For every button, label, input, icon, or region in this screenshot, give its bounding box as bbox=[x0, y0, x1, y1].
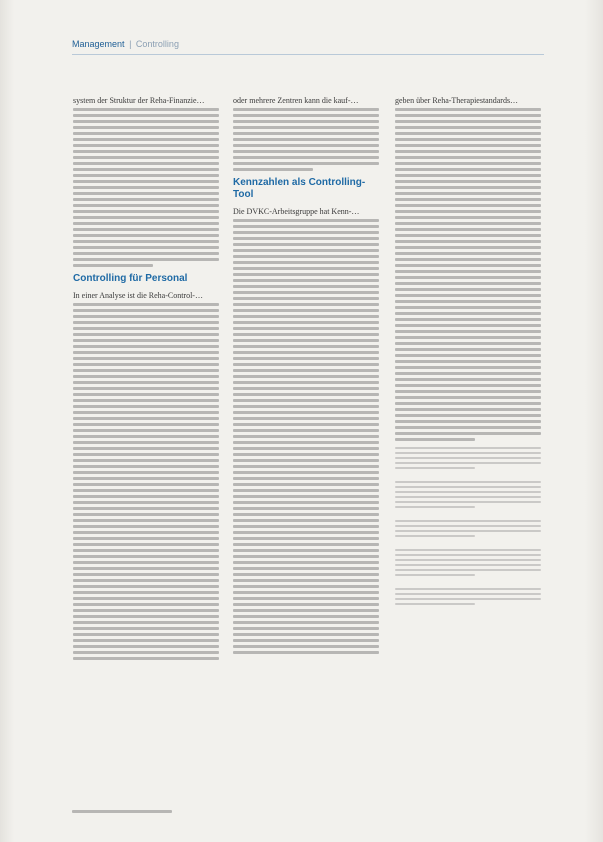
text-line bbox=[233, 537, 379, 540]
text-line bbox=[395, 603, 475, 605]
text-line bbox=[73, 132, 219, 135]
text-line bbox=[73, 483, 219, 486]
text-line bbox=[233, 423, 379, 426]
text-line bbox=[395, 491, 541, 493]
text-line bbox=[395, 496, 541, 498]
text-line bbox=[395, 559, 541, 561]
text-line bbox=[73, 519, 219, 522]
text-line bbox=[233, 447, 379, 450]
text-line bbox=[73, 537, 219, 540]
text-line bbox=[73, 507, 219, 510]
text-line bbox=[233, 303, 379, 306]
text-line bbox=[395, 348, 541, 351]
text-line bbox=[395, 168, 541, 171]
text-line bbox=[233, 273, 379, 276]
text-line bbox=[395, 554, 541, 556]
paragraph-body bbox=[73, 108, 219, 267]
header-subsection: Controlling bbox=[135, 39, 179, 49]
author-info-lines bbox=[395, 588, 541, 605]
paragraph-body bbox=[233, 219, 379, 654]
text-line bbox=[233, 405, 379, 408]
text-line bbox=[233, 561, 379, 564]
text-line bbox=[73, 186, 219, 189]
text-line bbox=[73, 204, 219, 207]
text-line bbox=[395, 174, 541, 177]
text-line bbox=[73, 429, 219, 432]
text-line bbox=[73, 345, 219, 348]
text-line bbox=[73, 489, 219, 492]
text-line bbox=[73, 144, 219, 147]
text-line bbox=[395, 354, 541, 357]
text-line bbox=[233, 519, 379, 522]
text-line bbox=[73, 453, 219, 456]
text-line bbox=[73, 639, 219, 642]
text-line bbox=[233, 507, 379, 510]
text-line bbox=[395, 240, 541, 243]
header-section: Management bbox=[72, 39, 125, 49]
text-line bbox=[233, 261, 379, 264]
text-line bbox=[233, 633, 379, 636]
text-line bbox=[395, 198, 541, 201]
section-subheading: Controlling für Personal bbox=[73, 273, 188, 284]
text-line bbox=[73, 387, 219, 390]
text-line bbox=[233, 285, 379, 288]
text-line bbox=[73, 657, 219, 660]
text-line bbox=[395, 306, 541, 309]
text-line bbox=[233, 267, 379, 270]
header-rule bbox=[72, 54, 544, 55]
text-line bbox=[73, 363, 219, 366]
text-line bbox=[233, 168, 313, 171]
text-line bbox=[395, 162, 541, 165]
text-line bbox=[73, 405, 219, 408]
paragraph-first-line: In einer Analyse ist die Reha-Control-… bbox=[73, 291, 203, 300]
text-line bbox=[233, 279, 379, 282]
text-line bbox=[73, 162, 219, 165]
text-line bbox=[233, 411, 379, 414]
text-line bbox=[233, 483, 379, 486]
text-line bbox=[395, 598, 541, 600]
text-line bbox=[73, 138, 219, 141]
author-info-block bbox=[395, 447, 541, 605]
text-line bbox=[233, 162, 379, 165]
text-line bbox=[73, 621, 219, 624]
text-line bbox=[395, 457, 541, 459]
text-line bbox=[395, 336, 541, 339]
text-line bbox=[73, 303, 219, 306]
text-line bbox=[395, 126, 541, 129]
paragraph-first-line: system der Struktur der Reha-Finanzie… bbox=[73, 96, 205, 105]
text-line bbox=[73, 543, 219, 546]
text-line bbox=[73, 180, 219, 183]
text-line bbox=[73, 240, 219, 243]
column-3 bbox=[395, 96, 541, 608]
text-line bbox=[73, 651, 219, 654]
text-line bbox=[73, 579, 219, 582]
text-line bbox=[233, 339, 379, 342]
text-line bbox=[73, 411, 219, 414]
section-subheading: Kennzahlen als Controlling-Tool bbox=[233, 177, 366, 200]
text-line bbox=[395, 366, 541, 369]
text-line bbox=[233, 597, 379, 600]
text-line bbox=[233, 327, 379, 330]
text-line bbox=[395, 216, 541, 219]
text-line bbox=[395, 390, 541, 393]
text-line bbox=[73, 567, 219, 570]
text-line bbox=[233, 114, 379, 117]
text-line bbox=[73, 417, 219, 420]
text-line bbox=[233, 225, 379, 228]
text-line bbox=[233, 477, 379, 480]
text-line bbox=[395, 564, 541, 566]
text-line bbox=[233, 639, 379, 642]
text-line bbox=[73, 633, 219, 636]
text-line bbox=[395, 342, 541, 345]
text-line bbox=[233, 567, 379, 570]
text-line bbox=[73, 315, 219, 318]
text-line bbox=[73, 597, 219, 600]
text-line bbox=[73, 585, 219, 588]
text-line bbox=[233, 501, 379, 504]
header-separator: | bbox=[129, 39, 132, 49]
text-line bbox=[73, 573, 219, 576]
text-line bbox=[73, 441, 219, 444]
text-line bbox=[233, 465, 379, 468]
text-line bbox=[73, 501, 219, 504]
text-line bbox=[395, 506, 475, 508]
text-line bbox=[395, 447, 541, 449]
text-line bbox=[395, 132, 541, 135]
text-line bbox=[395, 402, 541, 405]
text-line bbox=[395, 282, 541, 285]
text-line bbox=[233, 231, 379, 234]
text-line bbox=[73, 210, 219, 213]
column-2 bbox=[233, 96, 379, 657]
text-line bbox=[395, 138, 541, 141]
text-line bbox=[395, 276, 541, 279]
text-line bbox=[395, 234, 541, 237]
text-line bbox=[233, 417, 379, 420]
text-line bbox=[73, 192, 219, 195]
text-line bbox=[395, 120, 541, 123]
paragraph-body bbox=[395, 108, 541, 441]
text-line bbox=[233, 621, 379, 624]
text-line bbox=[73, 156, 219, 159]
text-line bbox=[233, 321, 379, 324]
text-line bbox=[395, 520, 541, 522]
text-line bbox=[395, 408, 541, 411]
text-line bbox=[395, 535, 475, 537]
text-line bbox=[73, 465, 219, 468]
paragraph-body bbox=[233, 108, 379, 171]
author-info-lines bbox=[395, 549, 541, 576]
text-line bbox=[233, 150, 379, 153]
text-line bbox=[73, 495, 219, 498]
text-line bbox=[395, 204, 541, 207]
text-line bbox=[395, 318, 541, 321]
text-line bbox=[395, 574, 475, 576]
text-line bbox=[73, 339, 219, 342]
page-footer bbox=[72, 810, 172, 820]
text-line bbox=[233, 357, 379, 360]
text-line bbox=[233, 132, 379, 135]
text-line bbox=[233, 369, 379, 372]
text-line bbox=[395, 228, 541, 231]
running-header bbox=[72, 39, 542, 55]
text-line bbox=[395, 462, 541, 464]
text-line bbox=[73, 375, 219, 378]
text-line bbox=[233, 591, 379, 594]
text-line bbox=[233, 435, 379, 438]
text-line bbox=[73, 120, 219, 123]
author-info-lines bbox=[395, 447, 541, 469]
text-line bbox=[395, 114, 541, 117]
text-line bbox=[73, 609, 219, 612]
text-line bbox=[233, 309, 379, 312]
text-line bbox=[395, 324, 541, 327]
text-line bbox=[233, 297, 379, 300]
text-line bbox=[395, 312, 541, 315]
text-line bbox=[233, 627, 379, 630]
text-line bbox=[73, 435, 219, 438]
text-line bbox=[73, 264, 153, 267]
author-info-lines bbox=[395, 481, 541, 508]
text-line bbox=[233, 525, 379, 528]
footer-line bbox=[72, 810, 172, 813]
text-line bbox=[395, 264, 541, 267]
text-line bbox=[233, 441, 379, 444]
author-info-lines bbox=[395, 520, 541, 537]
text-line bbox=[233, 345, 379, 348]
text-line bbox=[395, 593, 541, 595]
text-line bbox=[73, 447, 219, 450]
text-line bbox=[233, 243, 379, 246]
text-line bbox=[73, 108, 219, 111]
text-line bbox=[395, 330, 541, 333]
text-line bbox=[73, 228, 219, 231]
text-line bbox=[233, 249, 379, 252]
text-line bbox=[395, 144, 541, 147]
text-line bbox=[233, 549, 379, 552]
text-line bbox=[73, 351, 219, 354]
text-line bbox=[395, 210, 541, 213]
text-line bbox=[395, 414, 541, 417]
text-line bbox=[395, 467, 475, 469]
text-line bbox=[233, 138, 379, 141]
text-line bbox=[395, 258, 541, 261]
text-line bbox=[73, 246, 219, 249]
text-line bbox=[233, 351, 379, 354]
text-line bbox=[395, 300, 541, 303]
text-line bbox=[233, 555, 379, 558]
text-line bbox=[73, 168, 219, 171]
text-line bbox=[233, 156, 379, 159]
text-line bbox=[73, 252, 219, 255]
text-line bbox=[395, 192, 541, 195]
text-line bbox=[395, 426, 541, 429]
text-line bbox=[73, 114, 219, 117]
text-line bbox=[73, 234, 219, 237]
text-line bbox=[73, 327, 219, 330]
text-line bbox=[233, 429, 379, 432]
text-line bbox=[73, 333, 219, 336]
text-line bbox=[233, 543, 379, 546]
text-line bbox=[73, 198, 219, 201]
text-line bbox=[395, 438, 475, 441]
text-line bbox=[233, 120, 379, 123]
text-line bbox=[233, 495, 379, 498]
text-line bbox=[73, 381, 219, 384]
text-line bbox=[395, 150, 541, 153]
text-line bbox=[73, 258, 219, 261]
text-line bbox=[395, 396, 541, 399]
text-line bbox=[395, 294, 541, 297]
text-line bbox=[395, 384, 541, 387]
text-line bbox=[233, 399, 379, 402]
text-line bbox=[233, 579, 379, 582]
text-line bbox=[395, 569, 541, 571]
text-line bbox=[73, 591, 219, 594]
text-line bbox=[73, 357, 219, 360]
text-line bbox=[233, 531, 379, 534]
text-line bbox=[73, 150, 219, 153]
text-line bbox=[73, 525, 219, 528]
text-line bbox=[73, 459, 219, 462]
text-line bbox=[395, 549, 541, 551]
text-line bbox=[73, 321, 219, 324]
text-line bbox=[395, 486, 541, 488]
text-line bbox=[395, 525, 541, 527]
text-line bbox=[73, 645, 219, 648]
text-line bbox=[395, 481, 541, 483]
paragraph-first-line: oder mehrere Zentren kann die kauf-… bbox=[233, 96, 359, 105]
text-line bbox=[395, 588, 541, 590]
text-line bbox=[395, 372, 541, 375]
text-line bbox=[73, 615, 219, 618]
paragraph-first-line: geben über Reha-Therapiestandards… bbox=[395, 96, 519, 105]
paragraph-body bbox=[73, 303, 219, 660]
text-line bbox=[233, 315, 379, 318]
text-line bbox=[395, 530, 541, 532]
text-line bbox=[233, 108, 379, 111]
text-line bbox=[73, 555, 219, 558]
text-line bbox=[73, 369, 219, 372]
text-line bbox=[233, 387, 379, 390]
text-line bbox=[233, 363, 379, 366]
text-line bbox=[73, 399, 219, 402]
text-line bbox=[233, 453, 379, 456]
text-line bbox=[233, 471, 379, 474]
text-line bbox=[233, 645, 379, 648]
text-line bbox=[395, 180, 541, 183]
text-line bbox=[73, 513, 219, 516]
text-line bbox=[395, 156, 541, 159]
text-line bbox=[233, 393, 379, 396]
text-line bbox=[233, 459, 379, 462]
text-line bbox=[73, 627, 219, 630]
text-line bbox=[395, 360, 541, 363]
text-line bbox=[395, 420, 541, 423]
text-line bbox=[395, 452, 541, 454]
text-line bbox=[233, 489, 379, 492]
text-line bbox=[395, 186, 541, 189]
text-line bbox=[395, 432, 541, 435]
text-line bbox=[233, 603, 379, 606]
text-line bbox=[233, 381, 379, 384]
text-line bbox=[73, 423, 219, 426]
text-line bbox=[233, 333, 379, 336]
text-line bbox=[395, 501, 541, 503]
text-line bbox=[233, 615, 379, 618]
paragraph-first-line: Die DVKC-Arbeitsgruppe hat Kenn-… bbox=[233, 207, 360, 216]
text-line bbox=[73, 471, 219, 474]
text-line bbox=[395, 246, 541, 249]
text-line bbox=[73, 477, 219, 480]
text-line bbox=[395, 222, 541, 225]
text-line bbox=[233, 375, 379, 378]
text-line bbox=[73, 216, 219, 219]
text-line bbox=[73, 126, 219, 129]
column-1 bbox=[73, 96, 219, 663]
text-line bbox=[233, 651, 379, 654]
text-line bbox=[73, 309, 219, 312]
text-line bbox=[233, 573, 379, 576]
text-line bbox=[395, 378, 541, 381]
text-line bbox=[233, 144, 379, 147]
text-line bbox=[73, 531, 219, 534]
text-line bbox=[73, 393, 219, 396]
text-line bbox=[73, 222, 219, 225]
text-line bbox=[73, 174, 219, 177]
text-line bbox=[233, 126, 379, 129]
text-line bbox=[395, 252, 541, 255]
text-line bbox=[233, 237, 379, 240]
text-line bbox=[233, 255, 379, 258]
text-line bbox=[73, 603, 219, 606]
text-line bbox=[73, 549, 219, 552]
text-line bbox=[73, 561, 219, 564]
text-line bbox=[233, 291, 379, 294]
text-line bbox=[395, 288, 541, 291]
text-line bbox=[395, 270, 541, 273]
text-line bbox=[395, 108, 541, 111]
text-line bbox=[233, 219, 379, 222]
text-line bbox=[233, 609, 379, 612]
text-line bbox=[233, 585, 379, 588]
text-line bbox=[233, 513, 379, 516]
